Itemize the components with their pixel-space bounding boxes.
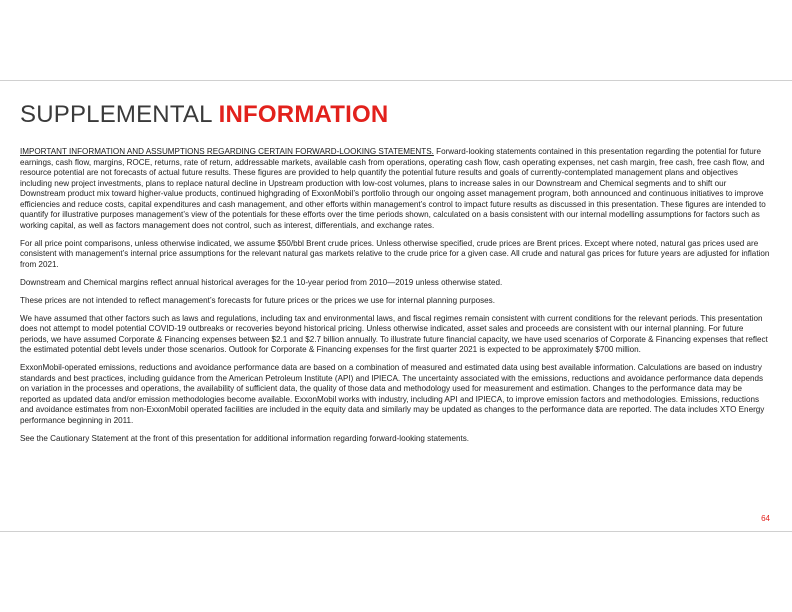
top-divider xyxy=(0,80,792,81)
paragraph-forecast-note: These prices are not intended to reflect management’s forecasts for future prices or the prices we use for internal planning purposes. xyxy=(20,295,495,305)
paragraph-other-factors: We have assumed that other factors such as laws and regulations, including tax and environmental laws, and fiscal regimes remain consistent with current conditions for the relevant periods. This presentation does not attempt to model potential COVID-19 outbreaks or recoveries beyond historical pricing. Unless otherwise indicated, asset sales and proceeds are consistent with our internal planning. For future periods, we have assumed Corporate & Financing expenses between $2.1 and $2.7 billion annually. To illustrate future financial capacity, we have used scenarios of Corporate & Financing expenses that reflect the estimated potential debt levels under those scenarios. Outlook for Corporate & Financing expenses for the first quarter 2021 is expected to be approximately $700 million. xyxy=(20,313,768,355)
paragraph-price-assumptions: For all price point comparisons, unless otherwise indicated, we assume $50/bbl Brent crude prices. Unless otherwise specified, crude prices are Brent prices. Except where noted, natural gas prices used are consistent with management’s internal price assumptions for the relevant natural gas markets relative to the crude price for a given case. All crude and natural gas prices for future years are adjusted for inflation from 2021. xyxy=(20,238,770,269)
title-light: SUPPLEMENTAL xyxy=(20,101,219,128)
bottom-divider xyxy=(0,531,792,532)
paragraph-emissions: ExxonMobil-operated emissions, reductions and avoidance performance data are based on a combination of measured and estimated data using best available information. Calculations are based on industry standards and best practices, including guidance from the American Petroleum Institute (API) and IPIECA. The uncertainty associated with the emissions, reductions and avoidance performance data depends on variation in the processes and operations, the availability of sufficient data, the quality of those data and methodology used for measurement and estimation. Changes to the performance data may be reported as updated data and/or emission methodologies become available. ExxonMobil works with industry, including API and IPIECA, to improve emission factors and methodologies. Emissions, reductions and avoidance estimates from non-ExxonMobil operated facilities are included in the equity data and similarly may be updated as changes to the performance data are reported. The data includes XTO Energy performance beginning in 2011. xyxy=(20,363,765,425)
paragraph-forward-looking xyxy=(20,147,772,231)
paragraph-text: Forward-looking statements contained in this presentation regarding the potential for future earnings, cash flow, margins, ROCE, returns, rate of return, addressable markets, available cash from operations, operating cash flow, cash operating expenses, net cash margin, free cash, free cash flow, and resource potential are not forecasts of actual future results. These figures are provided to help quantify the potential future results and goals of currently-contemplated management plans and objectives including new project investments, plans to replace natural decline in Upstream production with low-cost volumes, plans to increase sales in our Downstream and Chemical segments and to shift our Downstream product mix toward higher-value products, continued highgrading of ExxonMobil’s portfolio through our ongoing asset management program, both announced and continuous initiatives to improve efficiencies and reduce costs, capital expenditures and cash management, and other efforts within management’s control to impact future results as discussed in this presentation. These figures are intended to quantify for illustrative purposes management’s view of the potentials for these efforts over the time periods shown, calculated on a basis consistent with our internal modelling assumptions for factors such as working capital, as well as factors management does not control, such as interest, differentials, and exchange rates. xyxy=(20,147,766,230)
disclaimer-body xyxy=(20,147,772,452)
page-title xyxy=(20,100,388,130)
page-number: 64 xyxy=(761,514,770,523)
paragraph-margins: Downstream and Chemical margins reflect annual historical averages for the 10-year period from 2010—2019 unless otherwise stated. xyxy=(20,277,503,287)
paragraph-cautionary: See the Cautionary Statement at the front of this presentation for additional information regarding forward-looking statements. xyxy=(20,434,470,444)
title-bold: INFORMATION xyxy=(218,101,389,128)
paragraph-heading: IMPORTANT INFORMATION AND ASSUMPTIONS REGARDING CERTAIN FORWARD-LOOKING STATEMENTS. xyxy=(20,147,434,156)
